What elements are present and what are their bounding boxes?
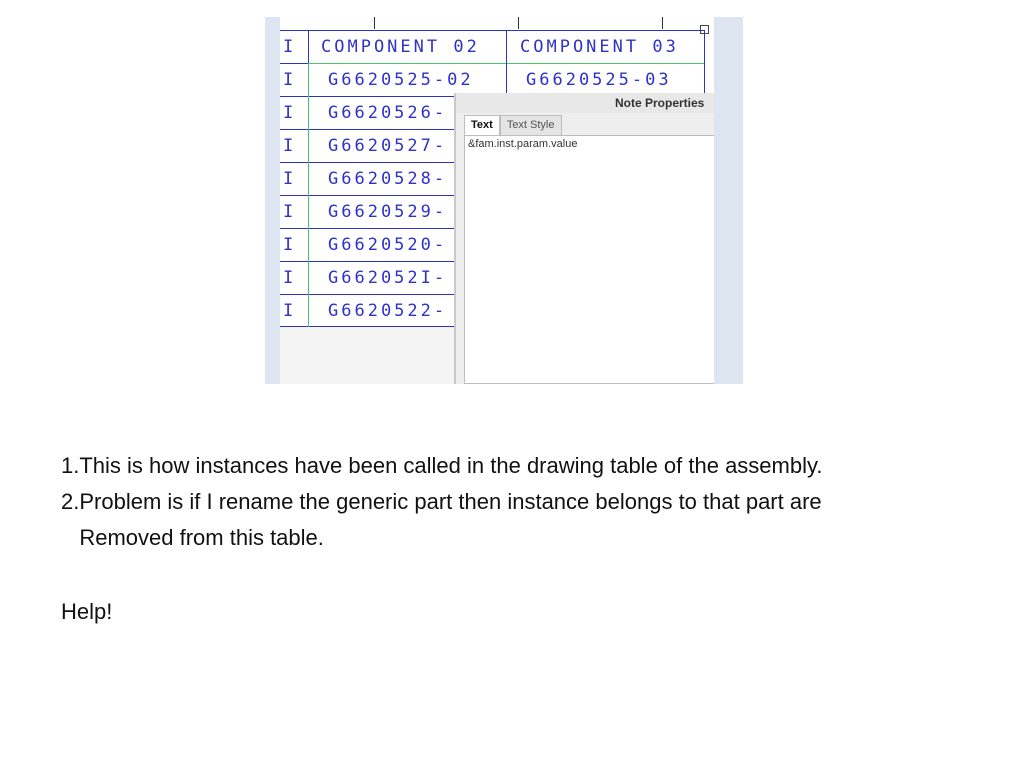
table-cell[interactable]: G6620525-02	[328, 70, 474, 90]
dialog-title-bar[interactable]	[456, 93, 714, 113]
table-header-cell[interactable]: COMPONENT 03	[520, 37, 679, 57]
screenshot-image	[265, 17, 743, 384]
table-cell[interactable]: I	[283, 235, 297, 255]
table-cell[interactable]: G6620528-	[328, 169, 448, 189]
note-text-area[interactable]	[464, 135, 714, 384]
dialog-tab-strip	[464, 115, 562, 135]
table-cell[interactable]: G6620522-	[328, 300, 448, 321]
left-margin-strip	[265, 17, 280, 384]
table-cell[interactable]: I	[283, 70, 297, 90]
right-margin-strip	[714, 17, 743, 384]
caption-line-1: 1.This is how instances have been called in the drawing table of the assembly.	[61, 453, 823, 478]
grid-line	[704, 30, 705, 96]
column-tick	[662, 17, 663, 29]
table-cell[interactable]: I	[283, 202, 297, 222]
tab-text[interactable]: Text	[464, 115, 500, 135]
table-cell[interactable]: G6620525-03	[526, 70, 672, 90]
table-cell[interactable]: I	[283, 300, 297, 321]
table-cell[interactable]: G6620520-	[328, 235, 448, 255]
table-cell[interactable]: I	[283, 268, 297, 288]
tab-text-style[interactable]: Text Style	[500, 115, 562, 135]
table-cell[interactable]: I	[283, 136, 297, 156]
table-cell[interactable]: G6620529-	[328, 202, 448, 222]
caption-line-2: 2.Problem is if I rename the generic part then instance belongs to that part are	[61, 489, 822, 514]
note-text-value[interactable]: &fam.inst.param.value	[468, 138, 578, 150]
column-tick	[518, 17, 519, 29]
dialog-title: Note Properties	[615, 96, 705, 110]
table-cell[interactable]: I	[283, 103, 297, 123]
table-header-cell[interactable]: I	[283, 37, 297, 57]
table-cell[interactable]: G6620527-	[328, 136, 448, 156]
caption-line-3: Removed from this table.	[61, 525, 324, 550]
grid-line	[506, 30, 507, 96]
note-properties-dialog[interactable]	[454, 93, 714, 384]
table-header-cell[interactable]: COMPONENT 02	[321, 37, 480, 57]
table-cell[interactable]: G662052I-	[328, 268, 448, 288]
grid-line	[308, 30, 309, 63]
caption-help: Help!	[61, 599, 113, 624]
table-cell[interactable]: I	[283, 169, 297, 189]
grid-line	[308, 63, 309, 327]
table-cell[interactable]: G6620526-	[328, 103, 448, 123]
column-tick	[374, 17, 375, 29]
